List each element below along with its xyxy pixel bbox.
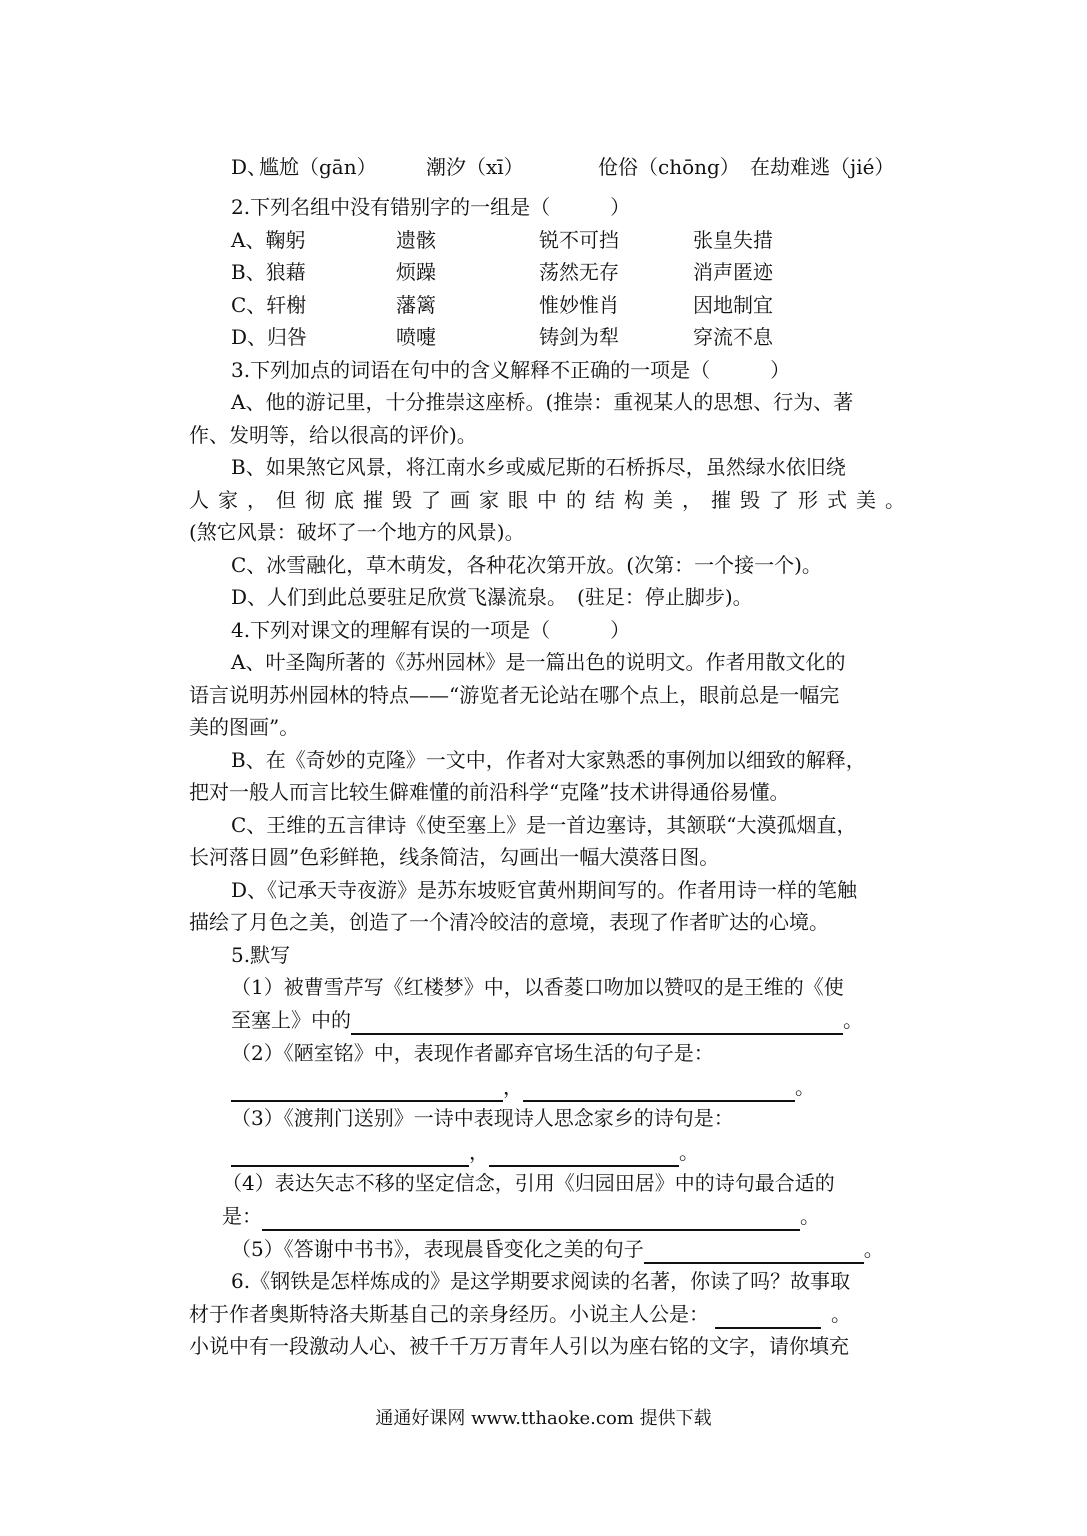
q5-item-2-blank-2[interactable] (523, 1078, 795, 1102)
q2-row-b-col-2: 烦躁 (396, 260, 436, 284)
q5-item-1-line-2 (231, 1005, 863, 1035)
q5-item-2-blank-1[interactable] (231, 1078, 503, 1102)
q3-option-b-line-3: (煞它风景：破坏了一个地方的风景)。 (189, 520, 525, 544)
q2-row-c-col-4: 因地制宜 (693, 293, 773, 317)
q6-line-2 (189, 1299, 851, 1329)
q4-option-a-line-1: A、叶圣陶所著的《苏州园林》是一篇出色的说明文。作者用散文化的 (231, 650, 846, 674)
q5-item-1-line-1: （1）被曹雪芹写《红楼梦》中，以香菱口吻加以赞叹的是王维的《使 (231, 975, 844, 999)
q5-item-3-prompt: （3）《渡荆门送别》一诗中表现诗人思念家乡的诗句是： (231, 1106, 734, 1130)
q5-item-2-period: 。 (795, 1075, 815, 1099)
q5-item-4-blank[interactable] (262, 1207, 800, 1231)
q5-item-3-period: 。 (679, 1140, 699, 1164)
q5-item-2-prompt: （2）《陋室铭》中，表现作者鄙弃官场生活的句子是： (231, 1041, 714, 1065)
q2-row-a-col-1: A、鞠躬 (231, 228, 306, 252)
q2-row-a-col-4: 张皇失措 (693, 228, 773, 252)
q5-item-5-line (231, 1234, 884, 1264)
q5-item-4-line-1: （4）表达矢志不移的坚定信念，引用《归园田居》中的诗句最合适的 (222, 1171, 835, 1195)
q2-row-c-col-2: 藩篱 (396, 293, 436, 317)
q2-row-d-col-3: 铸剑为犁 (539, 325, 619, 349)
q2-row-b-col-3: 荡然无存 (539, 260, 619, 284)
q5-item-5-blank[interactable] (644, 1240, 864, 1264)
q3-option-c: C、冰雪融化，草木萌发，各种花次第开放。(次第：一个接一个)。 (231, 553, 822, 577)
q1-option-d-word-3: 伧俗（chōng） (598, 155, 740, 179)
q1-option-d-label: D、 (231, 155, 268, 179)
q3-option-a-line-2: 作、发明等，给以很高的评价)。 (189, 423, 477, 447)
q4-option-d-line-1: D、《记承天寺夜游》是苏东坡贬官黄州期间写的。作者用诗一样的笔触 (231, 878, 858, 902)
q4-option-a-line-2: 语言说明苏州园林的特点——“游览者无论站在哪个点上，眼前总是一幅完 (189, 683, 840, 707)
q3-option-a-line-1: A、他的游记里，十分推崇这座桥。(推崇：重视某人的思想、行为、著 (231, 390, 854, 414)
q5-item-1-period: 。 (843, 1008, 863, 1032)
q5-item-5-prompt: （5）《答谢中书书》，表现晨昏变化之美的句子 (231, 1237, 644, 1261)
q2-row-d-col-1: D、归咎 (231, 325, 308, 349)
q4-option-b-line-1: B、在《奇妙的克隆》一文中，作者对大家熟悉的事例加以细致的解释， (231, 748, 866, 772)
q6-line-2-period: 。 (831, 1302, 851, 1326)
q4-option-b-line-2: 把对一般人而言比较生僻难懂的前沿科学“克隆”技术讲得通俗易懂。 (189, 780, 790, 804)
q2-row-d-col-4: 穿流不息 (693, 325, 773, 349)
q4-option-c-line-2: 长河落日圆”色彩鲜艳，线条简洁，勾画出一幅大漠落日图。 (189, 845, 720, 869)
q3-option-b-line-1: B、如果煞它风景，将江南水乡或威尼斯的石桥拆尽，虽然绿水依旧绕 (231, 455, 846, 479)
q1-option-d-word-1: 尴尬（gān） (259, 155, 377, 179)
q4-option-c-line-1: C、王维的五言律诗《使至塞上》是一首边塞诗，其颔联“大漠孤烟直， (231, 813, 857, 837)
q1-option-d-word-2: 潮汐（xī） (426, 155, 524, 179)
q2-stem: 2.下列名组中没有错别字的一组是（ ） (231, 195, 631, 219)
page-footer: 通通好课网 www.tthaoke.com 提供下载 (375, 1408, 712, 1429)
q5-item-4-prompt: 是： (222, 1204, 262, 1228)
q3-option-d: D、人们到此总要驻足欣赏飞瀑流泉。 (驻足：停止脚步)。 (231, 585, 753, 609)
q6-line-2-text: 材于作者奥斯特洛夫斯基自己的亲身经历。小说主人公是： (189, 1302, 709, 1326)
q5-item-1-blank[interactable] (351, 1011, 843, 1035)
q2-row-d-col-2: 喷嚏 (396, 325, 436, 349)
q5-stem: 5.默写 (231, 943, 291, 967)
q4-stem: 4.下列对课文的理解有误的一项是（ ） (231, 618, 631, 642)
q1-option-d-word-4: 在劫难逃（jié） (750, 155, 895, 179)
q2-row-a-col-3: 锐不可挡 (539, 228, 619, 252)
q2-row-a-col-2: 遗骸 (396, 228, 436, 252)
q3-stem: 3.下列加点的词语在句中的含义解释不正确的一项是（ ） (231, 358, 791, 382)
q5-item-2-answer-line (231, 1072, 815, 1102)
q4-option-a-line-3: 美的图画”。 (189, 715, 300, 739)
q5-item-2-comma: ， (503, 1075, 523, 1099)
q2-row-b-col-4: 消声匿迹 (693, 260, 773, 284)
q5-item-1-prompt: 至塞上》中的 (231, 1008, 351, 1032)
q5-item-5-period: 。 (863, 1237, 884, 1261)
q3-option-b-line-2: 人家，但彻底摧毁了画家眼中的结构美，摧毁了形式美。 (189, 488, 914, 512)
q2-row-b-col-1: B、狼藉 (231, 260, 306, 284)
q6-protagonist-blank[interactable] (715, 1305, 821, 1329)
q5-item-3-blank-2[interactable] (489, 1143, 679, 1167)
q2-row-c-col-1: C、轩榭 (231, 293, 307, 317)
q5-item-3-blank-1[interactable] (231, 1143, 469, 1167)
q5-item-4-period: 。 (800, 1204, 820, 1228)
q6-line-3: 小说中有一段激动人心、被千千万万青年人引以为座右铭的文字，请你填充 (189, 1334, 849, 1358)
q5-item-3-comma: ， (469, 1140, 489, 1164)
q5-item-4-line-2 (222, 1201, 820, 1231)
q4-option-d-line-2: 描绘了月色之美，创造了一个清冷皎洁的意境，表现了作者旷达的心境。 (189, 910, 829, 934)
q2-row-c-col-3: 惟妙惟肖 (539, 293, 619, 317)
q6-line-1: 6.《钢铁是怎样炼成的》是这学期要求阅读的名著，你读了吗？故事取 (231, 1269, 851, 1293)
q5-item-3-answer-line (231, 1137, 699, 1167)
